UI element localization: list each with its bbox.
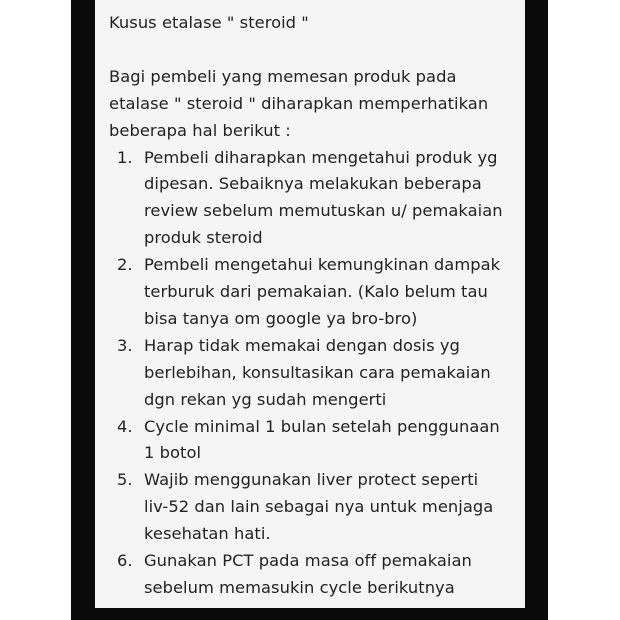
intro-paragraph — [109, 64, 525, 145]
guideline-list — [109, 145, 525, 602]
item-number: 5. — [117, 470, 133, 490]
item-line: terburuk dari pemakaian. (Kalo belum tau — [144, 282, 488, 302]
list-item — [109, 252, 525, 333]
intro-line: etalase " steroid " diharapkan memperhatikan — [109, 93, 489, 113]
item-line: dgn rekan yg sudah mengerti — [144, 389, 387, 409]
intro-line: Bagi pembeli yang memesan produk pada — [109, 66, 457, 86]
blank-line — [109, 37, 525, 64]
note-title: Kusus etalase " steroid " — [109, 13, 309, 32]
list-item — [109, 467, 525, 548]
item-line: Harap tidak memakai dengan dosis yg — [144, 335, 460, 355]
item-line: Cycle minimal 1 bulan setelah penggunaan — [144, 416, 500, 436]
note-page — [95, 0, 525, 608]
intro-line: beberapa hal berikut : — [109, 120, 291, 140]
item-line: Pembeli mengetahui kemungkinan dampak — [144, 255, 501, 275]
item-number: 4. — [117, 416, 133, 436]
item-number: 3. — [117, 335, 133, 355]
item-line: Pembeli diharapkan mengetahui produk yg — [144, 147, 498, 167]
item-number: 6. — [117, 551, 133, 571]
item-number: 2. — [117, 255, 133, 275]
item-line: sebelum memasukin cycle berikutnya — [144, 578, 455, 598]
list-item — [109, 548, 525, 602]
item-line: kesehatan hati. — [144, 524, 271, 544]
list-item — [109, 333, 525, 414]
item-line: dipesan. Sebaiknya melakukan beberapa — [144, 174, 482, 194]
item-line: produk steroid — [144, 228, 263, 248]
item-line: bisa tanya om google ya bro-bro) — [144, 308, 418, 328]
item-line: Gunakan PCT pada masa off pemakaian — [144, 551, 472, 571]
item-line: review sebelum memutuskan u/ pemakaian — [144, 201, 503, 221]
item-line: 1 botol — [144, 443, 202, 463]
list-item — [109, 145, 525, 253]
item-number: 1. — [117, 147, 133, 167]
item-line: liv-52 dan lain sebagai nya untuk menjaga — [144, 497, 494, 517]
item-line: berlebihan, konsultasikan cara pemakaian — [144, 362, 491, 382]
note-text — [109, 10, 525, 602]
item-line: Wajib menggunakan liver protect seperti — [144, 470, 479, 490]
list-item — [109, 414, 525, 468]
